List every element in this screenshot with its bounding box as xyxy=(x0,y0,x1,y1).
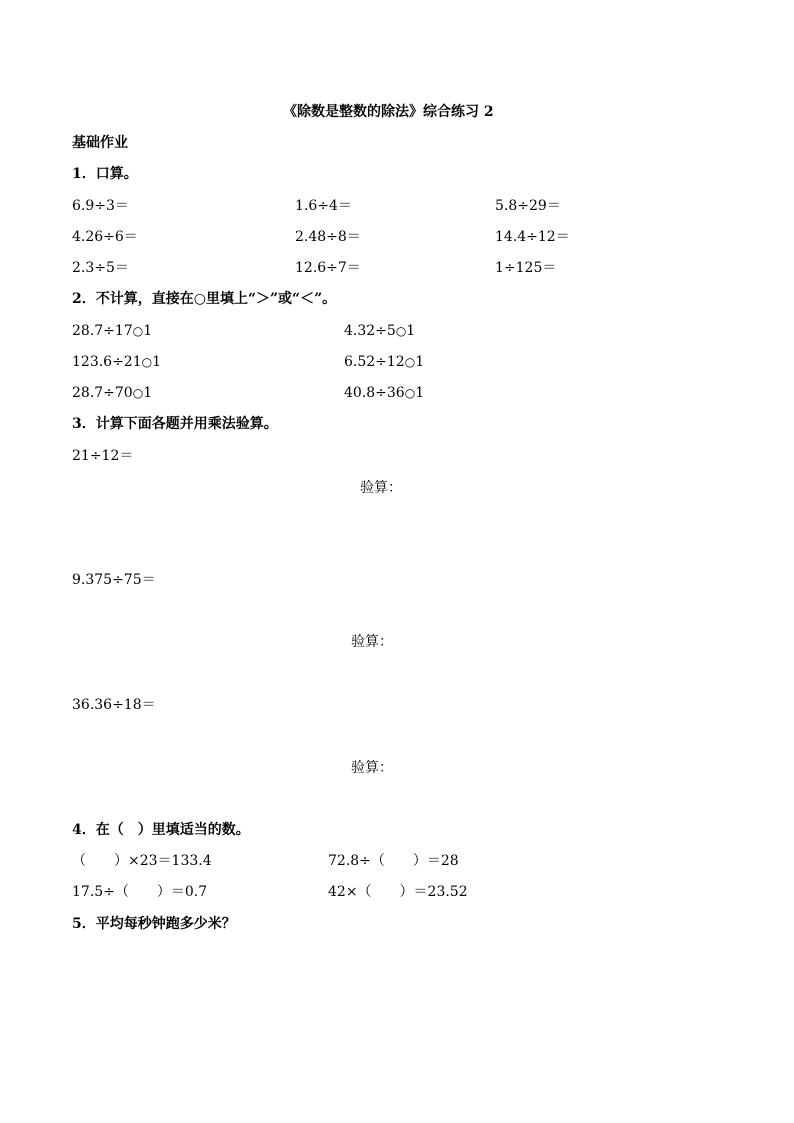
q2-rhs: 1 xyxy=(143,385,153,401)
compare-circle-blank: ○ xyxy=(395,324,407,338)
q1-item: 2.48÷8＝ xyxy=(295,229,361,245)
q3-problem: 36.36÷18＝ xyxy=(72,697,156,713)
compare-circle-blank: ○ xyxy=(132,386,144,400)
compare-circle-blank: ○ xyxy=(141,355,153,369)
check-label: 验算： xyxy=(351,634,393,650)
q2-item xyxy=(344,322,415,340)
q1-item: 6.9÷3＝ xyxy=(72,198,129,214)
q2-item xyxy=(72,353,161,371)
q2-item xyxy=(72,384,152,402)
q2-expression: 40.8÷36 xyxy=(344,385,405,401)
check-label: 验算： xyxy=(360,480,402,496)
q2-expression: 4.32÷5 xyxy=(344,323,396,339)
q2-rhs: 1 xyxy=(415,385,425,401)
q2-rhs: 1 xyxy=(143,323,153,339)
compare-circle-blank: ○ xyxy=(404,355,416,369)
q1-item: 2.3÷5＝ xyxy=(72,260,129,276)
q1-item: 5.8÷29＝ xyxy=(495,198,561,214)
q1-heading: 1．口算。 xyxy=(72,166,138,182)
q2-heading: 2．不计算，直接在○里填上“＞”或“＜”。 xyxy=(72,291,337,307)
q2-expression: 6.52÷12 xyxy=(344,354,405,370)
q2-item xyxy=(72,322,152,340)
q4-item: （ ）×23＝133.4 xyxy=(72,853,212,869)
compare-circle-blank: ○ xyxy=(132,324,144,338)
q2-rhs: 1 xyxy=(152,354,162,370)
q2-expression: 123.6÷21 xyxy=(72,354,142,370)
q2-rhs: 1 xyxy=(415,354,425,370)
q2-expression: 28.7÷70 xyxy=(72,385,133,401)
q4-item: 72.8÷（ ）＝28 xyxy=(328,853,459,869)
q2-rhs: 1 xyxy=(406,323,416,339)
q2-expression: 28.7÷17 xyxy=(72,323,133,339)
q2-item xyxy=(344,384,424,402)
q1-item: 1.6÷4＝ xyxy=(295,198,352,214)
q1-item: 12.6÷7＝ xyxy=(295,260,361,276)
q3-heading: 3．计算下面各题并用乘法验算。 xyxy=(72,416,278,432)
page-title: 《除数是整数的除法》综合练习 2 xyxy=(283,104,494,120)
check-label: 验算： xyxy=(351,760,393,776)
compare-circle-blank: ○ xyxy=(404,386,416,400)
section-heading: 基础作业 xyxy=(72,135,128,151)
q4-item: 17.5÷（ ）＝0.7 xyxy=(72,884,208,900)
q5-heading: 5．平均每秒钟跑多少米？ xyxy=(72,916,236,932)
q3-problem: 21÷12＝ xyxy=(72,448,134,464)
q4-heading: 4．在（ ）里填适当的数。 xyxy=(72,822,250,838)
q1-item: 1÷125＝ xyxy=(495,260,557,276)
q4-item: 42×（ ）＝23.52 xyxy=(328,884,468,900)
q1-item: 14.4÷12＝ xyxy=(495,229,570,245)
q2-item xyxy=(344,353,424,371)
q1-item: 4.26÷6＝ xyxy=(72,229,138,245)
q3-problem: 9.375÷75＝ xyxy=(72,572,156,588)
